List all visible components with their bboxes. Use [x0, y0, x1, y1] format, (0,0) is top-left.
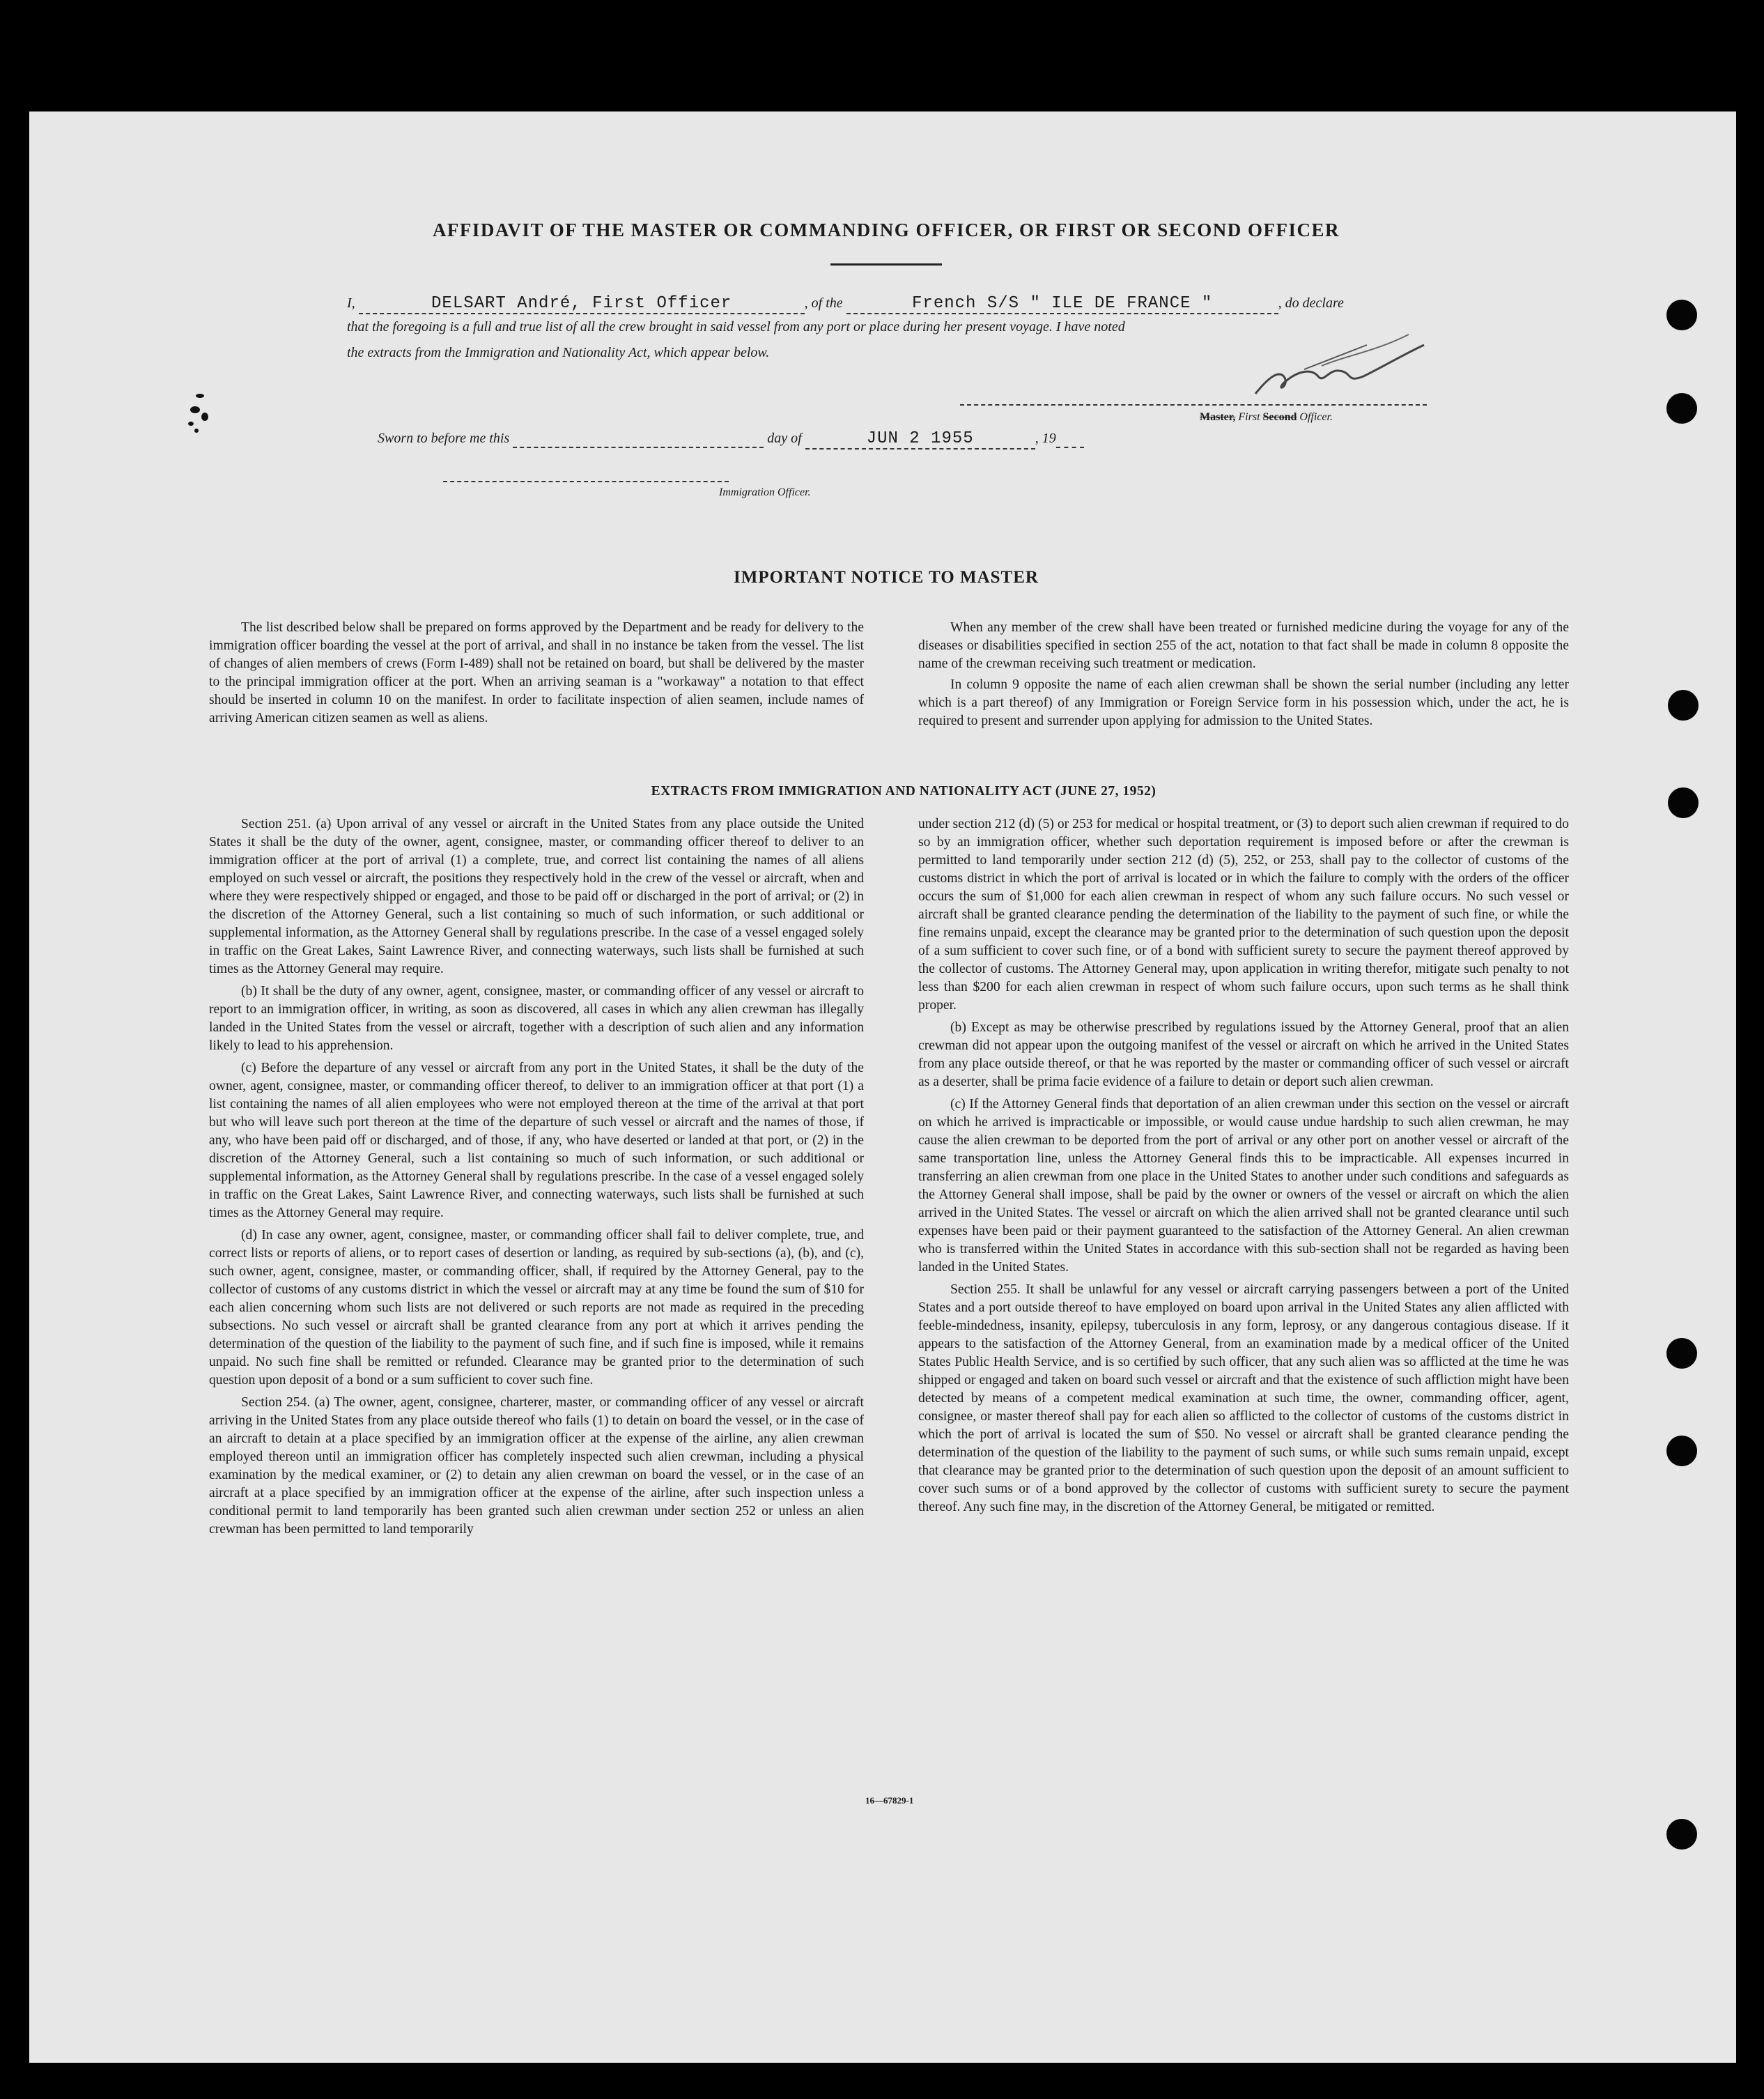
vessel-name-field — [846, 294, 1278, 314]
section-251-d: (d) In case any owner, agent, consignee, master, or commanding officer shall fail to deliver complete, true, and correct lists or reports of aliens, or to report cases of desertion or landing, as required by sub-sections (a), (b), and (c), such owner, agent, consignee, master, or commanding officer, shall, if required by the Attorney General, pay to the collector of customs of any customs district in which the vessel or aircraft may at any time be found the sum of $10 for each alien concerning whom such lists are not delivered or such reports are not made as required in the preceding subsections. No such vessel or aircraft shall be granted clearance from any port at which it arrives pending the determination of the question of the liability to the payment of such fine, and if such fine is imposed, while it remains unpaid. No such fine shall be remitted or refunded. Clearance may be granted prior to the determination of such question upon deposit of a bond or a sum sufficient to cover such fine. — [209, 1228, 864, 1387]
section-251-a: Section 251. (a) Upon arrival of any vessel or aircraft in the United States from any place outside the United States it shall be the duty of the owner, agent, consignee, master, or commanding officer thereof to deliver to an immigration officer at the port of arrival (1) a complete, true, and correct list containing the names of all aliens employed on such vessel or aircraft, the positions they respectively hold in the crew of the vessel or aircraft, when and where they were respectively shipped or engaged, and those to be paid off or discharged in the port of arrival; or (2) in the discretion of the Attorney General, such a list containing so much of such information, or such additional or supplemental information, as the Attorney General shall by regulations prescribe. In the case of a vessel engaged solely in traffic on the Great Lakes, Saint Lawrence River, and connecting waterways, such lists shall be furnished at such times as the Attorney General may require. — [209, 817, 864, 976]
affidavit-statement-1: that the foregoing is a full and true list of all the crew brought in said vessel from any port or place during her present voyage. I have noted — [347, 319, 1125, 335]
notice-right-paragraph-2: In column 9 opposite the name of each alien crewman shall be shown the serial number (including any letter which is a part thereof) of any Immigration or Foreign Service form in his possession which, under the act, he is required to present and surrender upon applying for admission to the United States. — [918, 677, 1569, 728]
document-page — [29, 112, 1736, 2063]
punch-hole-3 — [1668, 690, 1699, 721]
sworn-date-field — [805, 429, 1035, 449]
sworn-day-field — [513, 431, 764, 448]
officer-name: DELSART André, First Officer — [431, 294, 732, 313]
punch-hole-7 — [1666, 1819, 1697, 1850]
ink-specks — [176, 390, 224, 446]
caption-officer: Officer. — [1297, 411, 1333, 423]
caption-first: First — [1235, 411, 1263, 423]
signature-caption — [1200, 411, 1333, 424]
section-254-c: (c) If the Attorney General finds that deportation of an alien crewman under this section on the vessel or aircraft on which he arrived is impracticable or impossible, or would cause undue hardship to such alien crewman, he may cause the alien crewman to be deported from the port of arrival or any other port on another vessel or aircraft of the same transportation line, unless the Attorney General finds this to be impracticable. All expenses incurred in transferring an alien crewman from one place in the United States to another under such conditions and safeguards as the Attorney General shall impose, shall be paid by the owner or owners of the vessel or aircraft on which the alien arrived in the United States. The vessel or aircraft on which the alien arrived shall not be granted clearance until such expenses have been paid or their payment guaranteed to the satisfaction of the Attorney General. An alien crewman who is transferred within the United States in accordance with this sub-section shall not be regarded as having been landed in the United States. — [918, 1097, 1569, 1275]
extracts-left-column — [209, 815, 864, 1543]
day-of-label: day of — [767, 431, 802, 446]
section-251-c: (c) Before the departure of any vessel or aircraft from any port in the United States, it shall be the duty of the owner, agent, consignee, master, or commanding officer thereof, to deliver to an immigration officer at that port (1) a list containing the names of all alien employees who were not employed thereon at the time of the arrival at that port but who will leave such port thereon at the time of the departure of such vessel or aircraft and the names of those, if any, who have been paid off or discharged, and of those, if any, who have deserted or landed at that port, or (2) in the discretion of the Attorney General, such a list containing so much of such information, or such additional or supplemental information, as the Attorney General shall by regulations prescribe. In the case of a vessel engaged solely in traffic on the Great Lakes, Saint Lawrence River, and connecting waterways, such lists shall be furnished at such times as the Attorney General may require. — [209, 1061, 864, 1220]
caption-struck-second: Second — [1262, 411, 1297, 423]
section-254-a: Section 254. (a) The owner, agent, consignee, charterer, master, or commanding officer of any vessel or aircraft arriving in the United States from any place outside thereof who fails (1) to detain on board the vessel, or in the case of an aircraft to detain at a place specified by an immigration officer at the expense of the airline, any alien crewman employed thereon until an immigration officer has completely inspected such alien crewman, including a physical examination by the medical examiner, or (2) to detain any alien crewman on board the vessel, or in the case of an aircraft at a place specified by an immigration officer at the expense of the airline, after such inspection unless a conditional permit to land temporarily has been granted such alien crewman under section 252 or unless an alien crewman has been permitted to land temporarily — [209, 1395, 864, 1537]
immigration-officer-caption: Immigration Officer. — [719, 486, 811, 498]
notice-left-paragraph: The list described below shall be prepared on forms approved by the Department and be ready for delivery to the immigration officer boarding the vessel at the port of arrival, and shall in no instance be taken from the vessel. The list of changes of alien members of crews (Form I-489) shall not be retained on board, but shall be delivered by the master to the principal immigration officer at the port. When an arriving seaman is a "workaway" a notation to that effect should be inserted in column 10 on the manifest. In order to facilitate inspection of alien seamen, include names of arriving American citizen seamen as well as aliens. — [209, 620, 864, 725]
caption-struck-master: Master, — [1200, 411, 1236, 423]
vessel-name: French S/S " ILE DE FRANCE " — [912, 294, 1213, 313]
punch-hole-5 — [1666, 1338, 1697, 1369]
immigration-officer-line — [443, 481, 729, 482]
notice-right-paragraph-1: When any member of the crew shall have been treated or furnished medicine during the voyage for any of the diseases or disabilities specified in section 255 of the act, notation to that fact shall be made in column 8 opposite the name of the crewman receiving such treatment or medication. — [918, 620, 1569, 671]
affidavit-title: AFFIDAVIT OF THE MASTER OR COMMANDING OFFICER, OR FIRST OR SECOND OFFICER — [432, 220, 1340, 240]
section-254-a-continued: under section 212 (d) (5) or 253 for medical or hospital treatment, or (3) to deport such alien crewman if required to do so by an immigration officer, whether such deportation requirement is imposed before or after the crewman is permitted to land temporarily under section 212 (d) (5), 252, or 253, shall pay to the collector of customs of the customs district in which the port of arrival is located or in which the failure to comply with the orders of the officer occurs the sum of $1,000 for each alien crewman in respect of whom any such failure occurs. No such vessel or aircraft shall be granted clearance pending the determination of the liability to the payment of such fine, or while the fine remains unpaid, except the clearance may be granted prior to the determination of such question upon the deposit of a sum sufficient to cover such fine, or of a bond with sufficient surety to secure the payment thereof approved by the collector of customs. The Attorney General may, upon application in writing therefor, mitigate such penalty to not less than $200 for each alien crewman in respect of whom such failure occurs, upon such terms as he shall think proper. — [918, 817, 1569, 1013]
of-the-label: , of the — [804, 295, 843, 311]
section-255: Section 255. It shall be unlawful for any vessel or aircraft carrying passengers between a port of the United States and a port outside thereof to have employed on board upon arrival in the United States any alien afflicted with feeble-mindedness, insanity, epilepsy, tuberculosis in any form, leprosy, or any dangerous contagious disease. If it appears to the satisfaction of the Attorney General, from an examination made by a medical officer of the United States Public Health Service, and is so certified by such officer, that any such alien was so afflicted at the time he was shipped or engaged and taken on board such vessel or aircraft and that the existence of such affliction might have been detected by means of a competent medical examination at such time, the owner, commanding officer, agent, consignee, or master thereof shall pay for each alien so afflicted to the collector of customs of the customs district in which the port of arrival is located the sum of $50. No vessel or aircraft shall be granted clearance pending the determination of the question of the liability to the payment of such sums, or while such sums remain unpaid, except that clearance may be granted prior to the determination of such question upon the deposit of an amount sufficient to cover such sums or of a bond approved by the collector of customs with sufficient surety to secure the payment thereof. Any such fine may, in the discretion of the Attorney General, be mitigated or remitted. — [918, 1282, 1569, 1514]
punch-hole-6 — [1666, 1436, 1697, 1466]
year-label: , 19 — [1035, 431, 1056, 446]
officer-name-field — [359, 294, 805, 314]
extracts-right-column — [918, 815, 1569, 1521]
sworn-date-stamp: JUN 2 1955 — [866, 429, 974, 448]
affidavit-declaration-line — [347, 294, 1483, 314]
i-label: I, — [347, 295, 355, 311]
affidavit-statement-2: the extracts from the Immigration and Nationality Act, which appear below. — [347, 345, 770, 360]
sworn-year-field — [1056, 431, 1084, 448]
notice-left-column — [209, 619, 864, 730]
notice-right-column — [918, 619, 1569, 733]
section-251-b: (b) It shall be the duty of any owner, agent, consignee, master, or commanding officer of any vessel or aircraft to report to an immigration officer, in writing, as soon as discovered, all cases in which any alien crewman has illegally landed in the United States from the vessel or aircraft, together with a description of such alien and any information likely to lead to his apprehension. — [209, 984, 864, 1053]
signature-line — [960, 404, 1427, 406]
sworn-line — [378, 429, 1084, 449]
officer-signature — [1241, 328, 1430, 404]
punch-hole-1 — [1666, 300, 1697, 330]
punch-hole-2 — [1666, 393, 1697, 424]
declare-label: , do declare — [1278, 295, 1344, 311]
section-254-b: (b) Except as may be otherwise prescribed by regulations issued by the Attorney General, proof that an alien crewman did not appear upon the outgoing manifest of the vessel or aircraft on which he arrived in the United States from any place outside thereof, or that he was reported by the master or commanding officer of such vessel or aircraft as a deserter, shall be prima facie evidence of a failure to detain or deport such alien crewman. — [918, 1020, 1569, 1089]
notice-title: IMPORTANT NOTICE TO MASTER — [734, 568, 1039, 587]
title-rule — [830, 263, 942, 266]
sworn-label: Sworn to before me this — [378, 431, 510, 446]
extracts-title: EXTRACTS FROM IMMIGRATION AND NATIONALITY ACT (JUNE 27, 1952) — [651, 784, 1156, 799]
form-code: 16—67829-1 — [865, 1795, 914, 1806]
